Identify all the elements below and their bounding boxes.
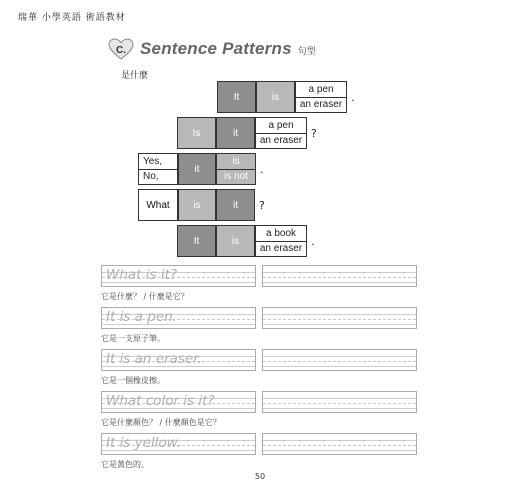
pattern-mark: ? — [311, 126, 317, 140]
pattern-row-4 — [138, 189, 265, 221]
practice-box — [262, 391, 417, 413]
writing-row — [101, 265, 417, 287]
practice-box — [262, 349, 417, 371]
section-heading — [108, 38, 316, 60]
writing-row — [101, 349, 417, 371]
pattern-options — [216, 153, 256, 185]
pattern-cell: It — [177, 225, 216, 257]
pattern-cell: is — [256, 81, 295, 113]
pattern-mark: . — [351, 90, 355, 104]
pattern-cell: Is — [177, 117, 216, 149]
pattern-option: a pen — [308, 83, 334, 95]
trace-box — [101, 433, 256, 455]
pattern-row-1 — [217, 81, 355, 113]
pattern-option: is not — [217, 169, 255, 185]
practice-box — [262, 433, 417, 455]
pattern-options — [295, 81, 347, 113]
pattern-option: Yes, — [143, 155, 163, 167]
pattern-cell: What — [138, 189, 178, 221]
pattern-option: an eraser — [256, 133, 306, 149]
trace-text: It is an eraser. — [106, 351, 202, 367]
trace-text: What is it? — [106, 267, 178, 283]
trace-text: It is yellow. — [106, 435, 182, 451]
pattern-row-3 — [138, 153, 264, 185]
translation-text: 它是什麼？ / 什麼是它？ — [101, 292, 189, 301]
pattern-option: is — [232, 155, 240, 167]
page-header: 瑞華 小學英語 術語教材 — [18, 13, 126, 23]
page-number: 50 — [254, 472, 266, 481]
pattern-option: No, — [139, 169, 177, 185]
pattern-row-5 — [177, 225, 315, 257]
pattern-options — [255, 225, 307, 257]
pattern-options — [138, 153, 178, 185]
trace-box — [101, 349, 256, 371]
trace-box — [101, 265, 256, 287]
pattern-option: an eraser — [296, 97, 346, 113]
pattern-mark: . — [311, 234, 315, 248]
writing-row — [101, 433, 417, 455]
pattern-mark: . — [260, 162, 264, 176]
pattern-cell: it — [178, 153, 216, 185]
pattern-mark: ? — [259, 198, 265, 212]
pattern-option: a pen — [268, 119, 294, 131]
pattern-cell: is — [216, 225, 255, 257]
pattern-row-2 — [177, 117, 317, 149]
writing-row — [101, 307, 417, 329]
pattern-note: 是什麼 — [121, 71, 149, 81]
translation-text: 它是一個橡皮擦。 — [101, 376, 165, 385]
pattern-cell: it — [216, 117, 255, 149]
practice-box — [262, 265, 417, 287]
pattern-cell: it — [216, 189, 255, 221]
trace-box — [101, 391, 256, 413]
translation-text: 它是黃色的。 — [101, 460, 149, 469]
heart-icon — [108, 38, 134, 60]
pattern-option: an eraser — [256, 241, 306, 257]
pattern-options — [255, 117, 307, 149]
section-title: Sentence Patterns — [140, 39, 292, 58]
translation-text: 它是什麼顏色？ / 什麼顏色是它？ — [101, 418, 221, 427]
pattern-option: a book — [265, 227, 297, 239]
section-subtitle: 句型 — [297, 47, 316, 57]
trace-box — [101, 307, 256, 329]
trace-text: It is a pen. — [106, 309, 177, 325]
trace-text: What color is it? — [106, 393, 215, 409]
practice-box — [262, 307, 417, 329]
pattern-cell: is — [178, 189, 216, 221]
section-letter: C. — [116, 45, 126, 56]
writing-row — [101, 391, 417, 413]
pattern-cell: It — [217, 81, 256, 113]
translation-text: 它是一支原子筆。 — [101, 334, 165, 343]
